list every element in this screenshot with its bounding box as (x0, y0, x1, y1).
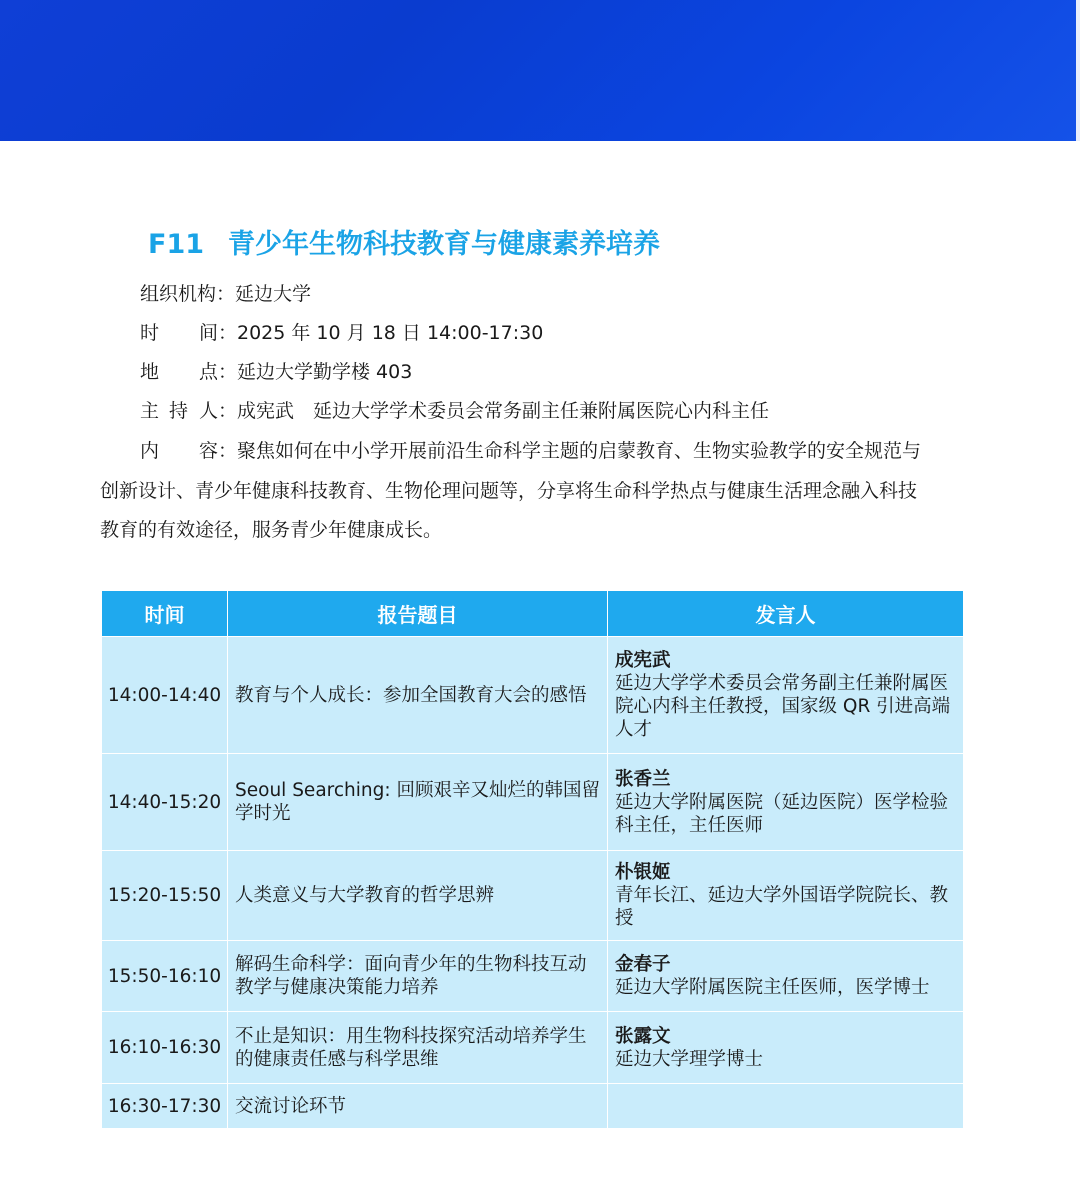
content-line-2: 创新设计、青少年健康科技教育、生物伦理问题等，分享将生命科学热点与健康生活理念融入科技 (100, 479, 918, 502)
table-row (102, 851, 964, 941)
time-line (140, 319, 543, 347)
top-banner (0, 0, 1080, 141)
table-row (102, 637, 964, 754)
session-title-text: 青少年生物科技教育与健康素养培养 (228, 229, 660, 260)
speaker-name: 张香兰 (615, 768, 671, 790)
schedule-table (101, 590, 964, 1129)
row-topic: 人类意义与大学教育的哲学思辨 (228, 851, 608, 941)
row-speaker (608, 1084, 964, 1129)
row-topic: Seoul Searching: 回顾艰辛又灿烂的韩国留学时光 (228, 754, 608, 851)
session-title (148, 224, 660, 266)
place-label: 地 点： (140, 361, 238, 383)
speaker-name: 张露文 (615, 1025, 671, 1047)
speaker-name: 金春子 (615, 954, 671, 975)
row-speaker (608, 754, 964, 851)
content-paragraph (100, 437, 962, 556)
row-speaker (608, 941, 964, 1012)
table-row (102, 941, 964, 1012)
speaker-name: 成宪武 (615, 650, 671, 671)
speaker-affiliation: 延边大学学术委员会常务副主任兼附属医院心内科主任教授，国家级 QR 引进高端人才 (615, 673, 951, 740)
host-value: 成宪武 延边大学学术委员会常务副主任兼附属医院心内科主任 (237, 400, 770, 422)
row-time: 14:00-14:40 (102, 637, 228, 754)
host-line (140, 397, 769, 425)
header-speaker: 发言人 (608, 591, 964, 637)
row-topic: 交流讨论环节 (228, 1084, 608, 1129)
speaker-affiliation: 青年长江、延边大学外国语学院院长、教授 (615, 885, 949, 929)
speaker-affiliation: 延边大学附属医院主任医师，医学博士 (615, 977, 930, 998)
row-time: 16:30-17:30 (102, 1084, 228, 1129)
table-row (102, 754, 964, 851)
organizer-value: 延边大学 (235, 283, 312, 305)
session-code: F11 (148, 229, 205, 260)
speaker-affiliation: 延边大学附属医院（延边医院）医学检验科主任，主任医师 (615, 791, 949, 836)
table-row (102, 1084, 964, 1129)
content-line-3: 教育的有效途径，服务青少年健康成长。 (100, 519, 443, 541)
header-time: 时间 (102, 591, 228, 637)
row-speaker (608, 1012, 964, 1084)
row-topic: 不止是知识：用生物科技探究活动培养学生的健康责任感与科学思维 (228, 1012, 608, 1084)
organizer-label: 组织机构： (140, 283, 236, 305)
organizer-line (140, 280, 311, 308)
time-value: 2025 年 10 月 18 日 14:00-17:30 (237, 322, 544, 344)
row-time: 16:10-16:30 (102, 1012, 228, 1084)
row-topic: 教育与个人成长：参加全国教育大会的感悟 (228, 637, 608, 754)
speaker-name: 朴银姬 (615, 862, 671, 883)
host-label: 主 持 人： (140, 400, 238, 422)
speaker-affiliation: 延边大学理学博士 (615, 1048, 764, 1070)
row-speaker (608, 851, 964, 941)
row-time: 15:50-16:10 (102, 941, 228, 1012)
row-speaker (608, 637, 964, 754)
row-time: 14:40-15:20 (102, 754, 228, 851)
time-label: 时 间： (140, 322, 238, 344)
table-row (102, 1012, 964, 1084)
place-line (140, 358, 412, 386)
content-line-1: 内 容：聚焦如何在中小学开展前沿生命科学主题的启蒙教育、生物实验教学的安全规范与 (140, 440, 922, 462)
row-time: 15:20-15:50 (102, 851, 228, 941)
row-topic: 解码生命科学：面向青少年的生物科技互动教学与健康决策能力培养 (228, 941, 608, 1012)
header-topic: 报告题目 (228, 591, 608, 637)
place-value: 延边大学勤学楼 403 (237, 361, 413, 383)
table-header-row (102, 591, 964, 637)
